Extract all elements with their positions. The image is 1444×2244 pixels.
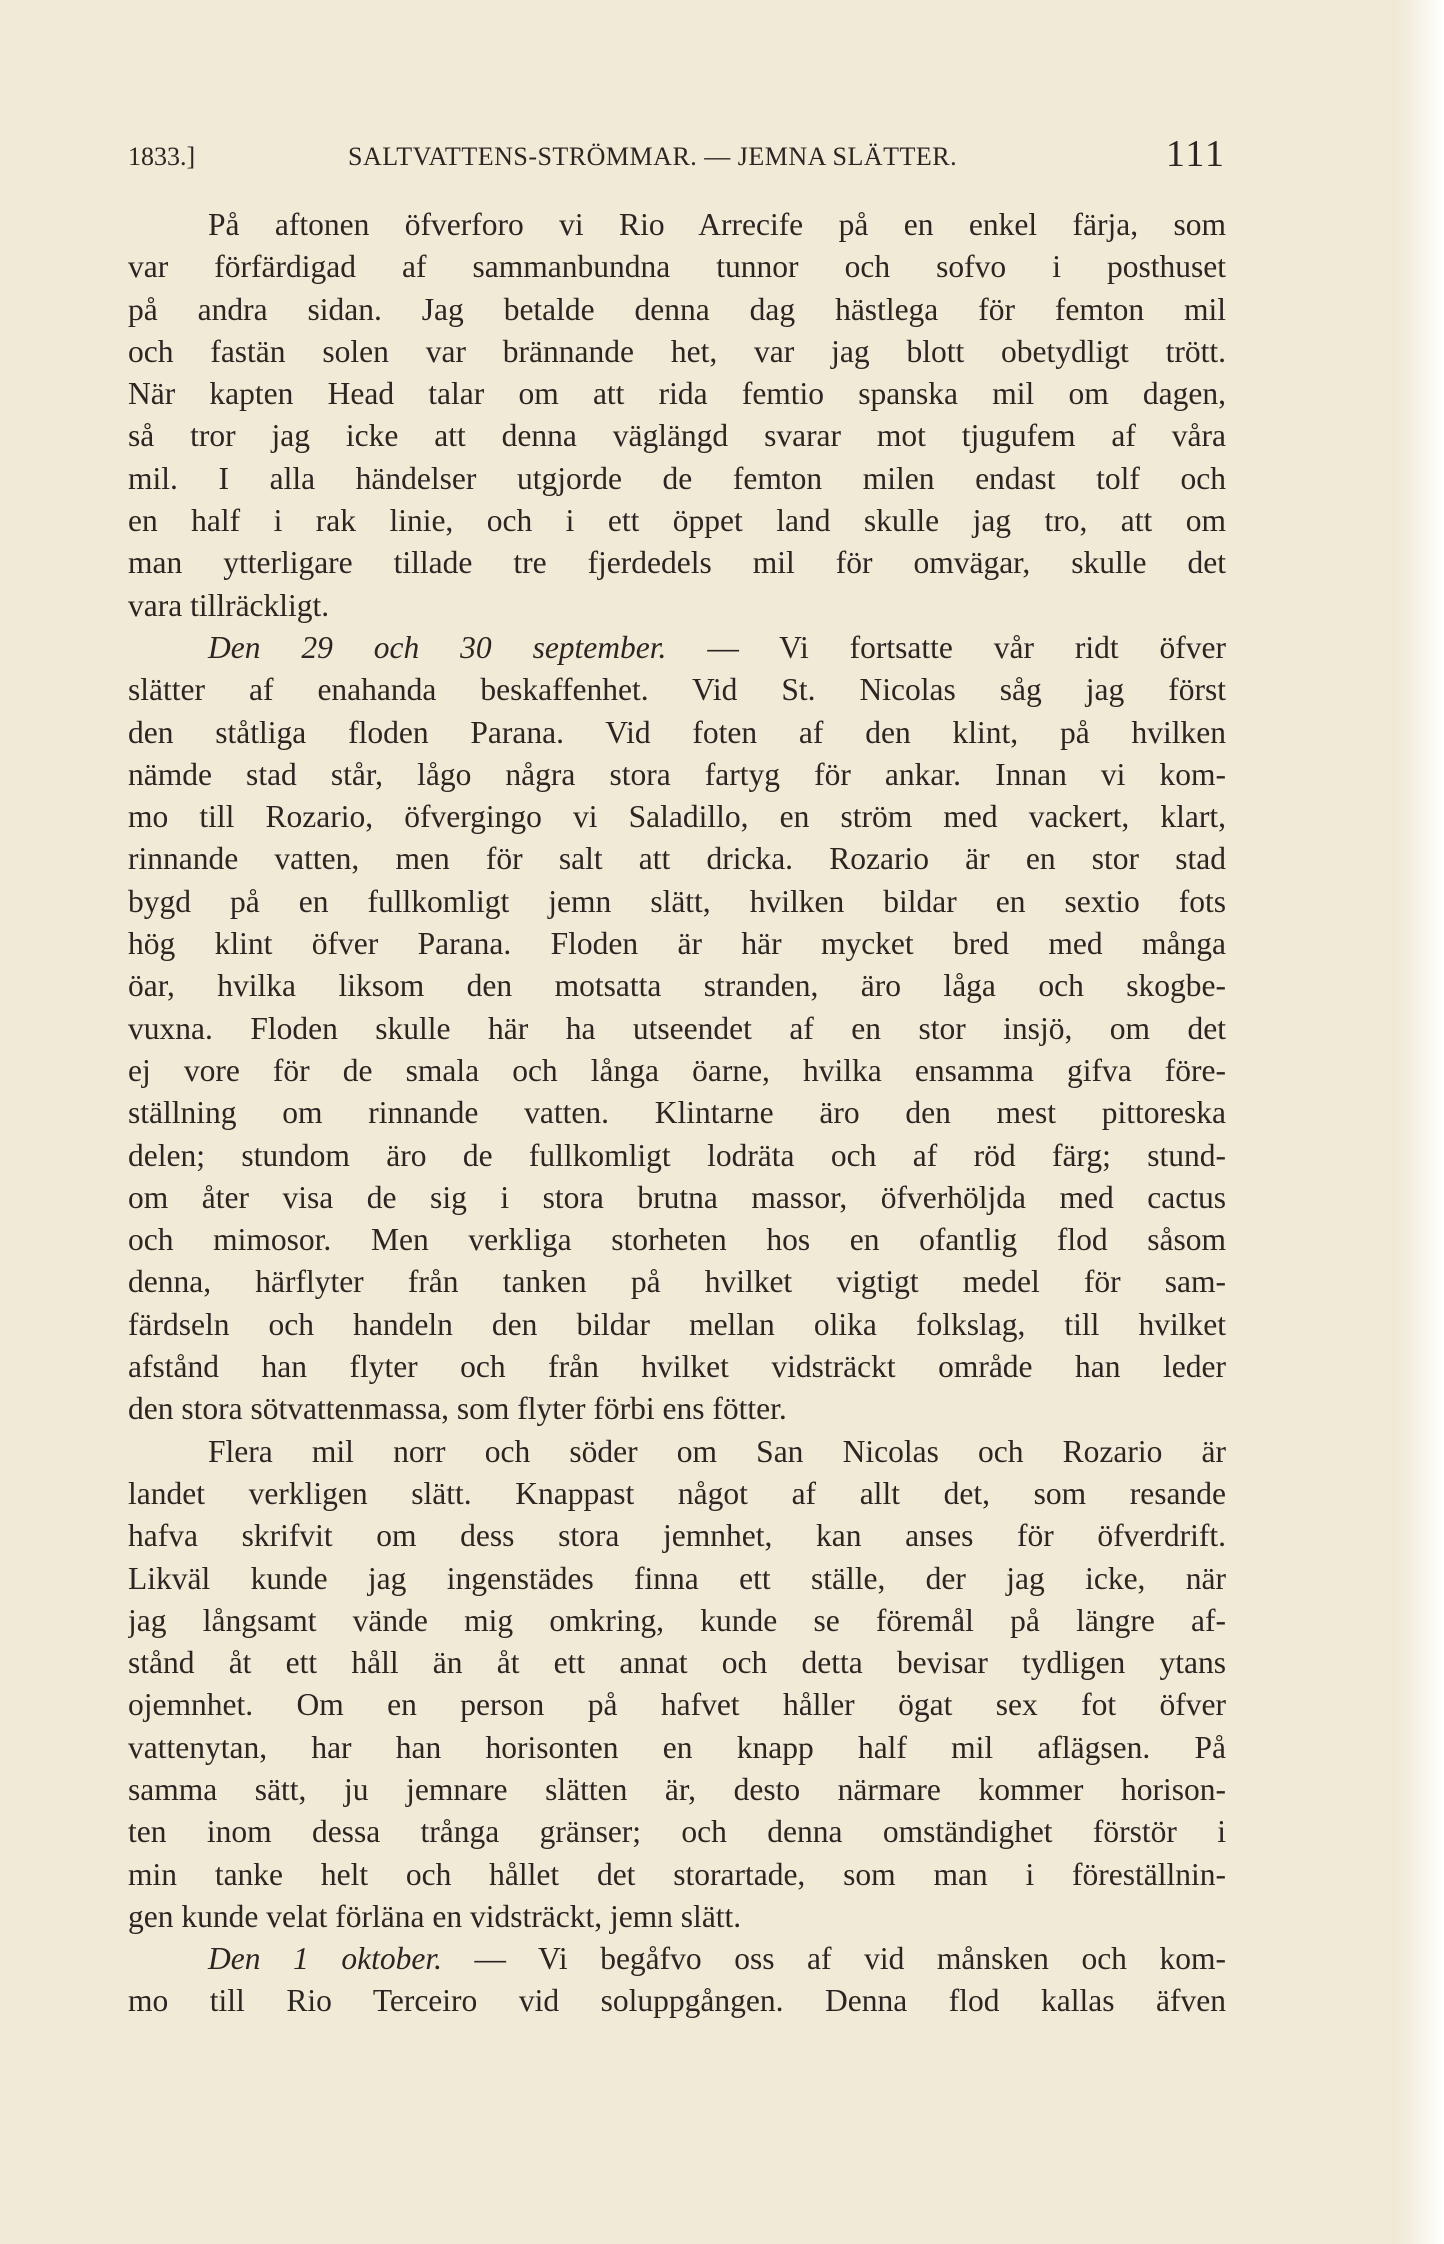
- text-line: [128, 669, 1226, 711]
- text-line: [128, 542, 1226, 584]
- text-line: [128, 754, 1226, 796]
- line-text: hafva skrifvit om dess stora jemnhet, kan anses för öfverdrift.: [128, 1518, 1226, 1554]
- text-line: [128, 246, 1226, 288]
- text-line: [128, 1177, 1226, 1219]
- line-text: mo till Rio Terceiro vid soluppgången. Denna flod kallas äfven: [128, 1983, 1226, 2019]
- line-text: ställning om rinnande vatten. Klintarne äro den mest pittoreska: [128, 1095, 1226, 1131]
- text-line: [128, 1261, 1226, 1303]
- running-title: SALTVATTENS-STRÖMMAR. — JEMNA SLÄTTER.: [348, 142, 958, 171]
- line-text: delen; stundom äro de fullkomligt lodräta och af röd färg; stund-: [128, 1137, 1226, 1173]
- text-line: [128, 1558, 1226, 1600]
- text-line: [128, 1515, 1226, 1557]
- line-text: hög klint öfver Parana. Floden är här mycket bred med många: [128, 926, 1226, 962]
- header-year: 1833.]: [128, 142, 196, 171]
- line-text: om åter visa de sig i stora brutna massor, öfverhöljda med cactus: [128, 1179, 1226, 1215]
- text-line: [128, 1642, 1226, 1684]
- body-text: [128, 204, 1226, 2023]
- text-line: [128, 458, 1226, 500]
- text-line: [128, 1388, 1226, 1430]
- line-text: mil. I alla händelser utgjorde de femton milen endast tolf och: [128, 460, 1226, 496]
- text-line: [128, 1938, 1226, 1980]
- line-text: När kapten Head talar om att rida femtio spanska mil om dagen,: [128, 376, 1226, 412]
- line-text: — Vi begåfvo oss af vid månsken och kom-: [441, 1941, 1226, 1977]
- text-line: [128, 712, 1226, 754]
- text-line: [128, 1980, 1226, 2022]
- line-text: en half i rak linie, och i ett öppet land skulle jag tro, att om: [128, 503, 1226, 539]
- text-line: [128, 796, 1226, 838]
- line-text: vara tillräckligt.: [128, 587, 330, 623]
- line-text: den stora sötvattenmassa, som flyter förbi ens fötter.: [128, 1391, 787, 1427]
- text-line: [128, 331, 1226, 373]
- text-line: [128, 1854, 1226, 1896]
- line-text: samma sätt, ju jemnare slätten är, desto närmare kommer horison-: [128, 1771, 1226, 1807]
- text-line: [128, 1135, 1226, 1177]
- line-text: ej vore för de smala och långa öarne, hvilka ensamma gifva före-: [128, 1052, 1226, 1088]
- text-line: [128, 289, 1226, 331]
- running-header: [128, 124, 1226, 184]
- line-text: ten inom dessa trånga gränser; och denna omständighet förstör i: [128, 1814, 1226, 1850]
- line-text: på andra sidan. Jag betalde denna dag hästlega för femton mil: [128, 291, 1226, 327]
- line-text: var förfärdigad af sammanbundna tunnor och sofvo i posthuset: [128, 249, 1226, 285]
- line-text: På aftonen öfverforo vi Rio Arrecife på en enkel färja, som: [208, 207, 1226, 242]
- line-text: — Vi fortsatte vår ridt öfver: [666, 629, 1226, 665]
- text-line: [128, 1050, 1226, 1092]
- text-line: [128, 965, 1226, 1007]
- scan-edge: [1392, 0, 1444, 2244]
- line-text: nämde stad står, lågo några stora fartyg för ankar. Innan vi kom-: [128, 756, 1226, 792]
- text-line: [128, 373, 1226, 415]
- text-line: [128, 1219, 1226, 1261]
- line-text: slätter af enahanda beskaffenhet. Vid St. Nicolas såg jag först: [128, 672, 1226, 708]
- line-text: vuxna. Floden skulle här ha utseendet af en stor insjö, om det: [128, 1010, 1226, 1046]
- line-text: denna, härflyter från tanken på hvilket vigtigt medel för sam-: [128, 1264, 1226, 1300]
- line-text: mo till Rozario, öfvergingo vi Saladillo, en ström med vackert, klart,: [128, 799, 1226, 835]
- text-line: [128, 1811, 1226, 1853]
- line-text: vattenytan, har han horisonten en knapp half mil aflägsen. På: [128, 1729, 1226, 1765]
- text-line: [128, 1346, 1226, 1388]
- text-line: [128, 415, 1226, 457]
- text-line: [128, 1769, 1226, 1811]
- text-line: [128, 1896, 1226, 1938]
- text-line: [128, 923, 1226, 965]
- line-text: så tror jag icke att denna väglängd svarar mot tjugufem af våra: [128, 418, 1226, 454]
- entry-date: Den 29 och 30 september.: [208, 629, 667, 665]
- entry-date: Den 1 oktober.: [208, 1941, 442, 1977]
- line-text: landet verkligen slätt. Knappast något af allt det, som resande: [128, 1475, 1226, 1511]
- text-line: [128, 838, 1226, 880]
- line-text: och fastän solen var brännande het, var jag blott obetydligt trött.: [128, 333, 1226, 369]
- line-text: bygd på en fullkomligt jemn slätt, hvilken bildar en sextio fots: [128, 883, 1226, 919]
- text-line: [128, 1727, 1226, 1769]
- text-line: [128, 1092, 1226, 1134]
- line-text: afstånd han flyter och från hvilket vidsträckt område han leder: [128, 1349, 1226, 1385]
- line-text: jag långsamt vände mig omkring, kunde se föremål på längre af-: [128, 1602, 1226, 1638]
- line-text: ojemnhet. Om en person på hafvet håller ögat sex fot öfver: [128, 1687, 1226, 1723]
- text-line: [128, 1600, 1226, 1642]
- text-line: [128, 1473, 1226, 1515]
- line-text: färdseln och handeln den bildar mellan olika folkslag, till hvilket: [128, 1306, 1226, 1342]
- line-text: rinnande vatten, men för salt att dricka. Rozario är en stor stad: [128, 841, 1226, 877]
- page-number: 111: [1165, 133, 1226, 175]
- line-text: Flera mil norr och söder om San Nicolas och Rozario är: [208, 1433, 1226, 1469]
- line-text: stånd åt ett håll än åt ett annat och detta bevisar tydligen ytans: [128, 1645, 1226, 1681]
- text-line: [128, 204, 1226, 246]
- line-text: min tanke helt och hållet det storartade, som man i föreställnin-: [128, 1856, 1226, 1892]
- text-line: [128, 627, 1226, 669]
- text-line: [128, 585, 1226, 627]
- text-line: [128, 500, 1226, 542]
- text-line: [128, 1684, 1226, 1726]
- text-line: [128, 1304, 1226, 1346]
- line-text: Likväl kunde jag ingenstädes finna ett ställe, der jag icke, när: [128, 1560, 1226, 1596]
- line-text: den ståtliga floden Parana. Vid foten af den klint, på hvilken: [128, 714, 1226, 750]
- line-text: gen kunde velat förläna en vidsträckt, jemn slätt.: [128, 1898, 742, 1934]
- line-text: man ytterligare tillade tre fjerdedels mil för omvägar, skulle det: [128, 545, 1226, 581]
- line-text: öar, hvilka liksom den motsatta stranden, äro låga och skogbe-: [128, 968, 1226, 1004]
- text-line: [128, 1431, 1226, 1473]
- text-line: [128, 1008, 1226, 1050]
- line-text: och mimosor. Men verkliga storheten hos en ofantlig flod såsom: [128, 1222, 1226, 1258]
- text-line: [128, 881, 1226, 923]
